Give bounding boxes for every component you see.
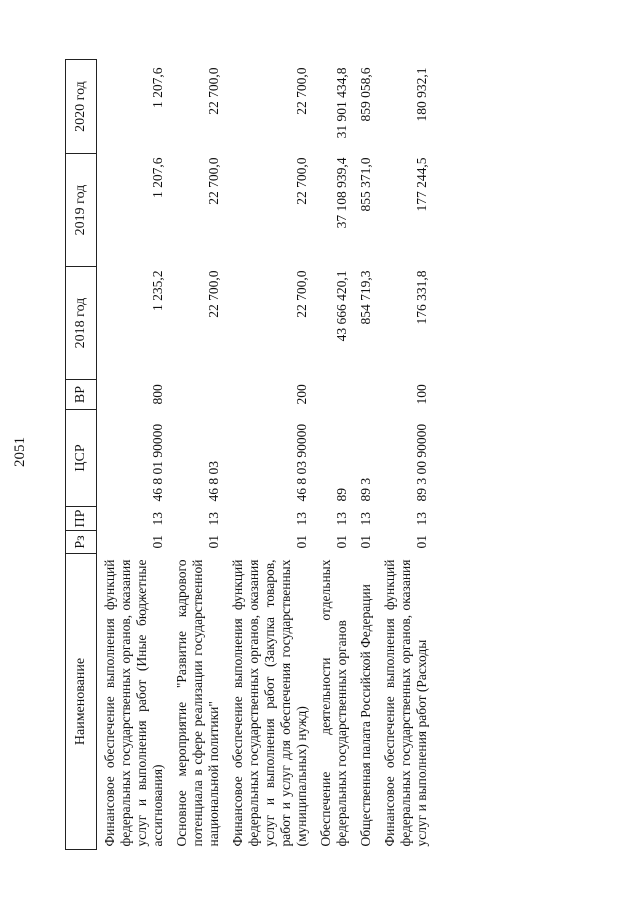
row-pr: 13: [414, 512, 429, 526]
row-2020: 859 058,6: [358, 67, 373, 122]
header-vr: ВР: [66, 380, 97, 410]
row-vr: [353, 380, 377, 410]
table-row: [225, 60, 313, 850]
row-2018: 1 235,2: [150, 270, 165, 311]
page-number: 2051: [12, 437, 28, 467]
row-csr: 89: [334, 488, 349, 502]
row-2020: 180 932,1: [414, 67, 429, 122]
row-vr: [169, 380, 225, 410]
row-csr: 89 3: [358, 477, 373, 502]
header-csr: ЦСР: [66, 410, 97, 507]
row-vr: 800: [150, 384, 165, 405]
row-csr: 46 8 03 90000: [294, 423, 309, 502]
row-name: Финансовое обеспечение выполнения функций федеральных государственных органов, оказания услуг и выполнения работ (Расходы: [382, 559, 429, 847]
table-row: [97, 60, 170, 850]
row-2018: 854 719,3: [358, 270, 373, 325]
row-2019: 22 700,0: [294, 157, 309, 205]
header-rz: Рз: [66, 531, 97, 554]
row-2018: 43 666 420,1: [334, 270, 349, 342]
row-2019: 37 108 939,4: [334, 157, 349, 229]
row-2019: 22 700,0: [206, 157, 221, 205]
row-rz: 01: [294, 535, 309, 549]
row-2018: 22 700,0: [294, 270, 309, 318]
row-2019: 177 244,5: [414, 157, 429, 212]
row-name: Основное мероприятие "Развитие кадрового потенциала в сфере реализации государственной национальной политики": [174, 559, 221, 847]
row-pr: 13: [294, 512, 309, 526]
table-header-row: [66, 60, 97, 850]
table-row: [377, 60, 430, 850]
table-row: [353, 60, 377, 850]
table-row: [313, 60, 353, 850]
row-rz: 01: [414, 535, 429, 549]
row-name: Финансовое обеспечение выполнения функций федеральных государственных органов, оказания услуг и выполнения работ (Иные бюджетные ассигнования): [102, 559, 165, 847]
row-2018: 22 700,0: [206, 270, 221, 318]
row-2020: 31 901 434,8: [334, 67, 349, 139]
row-name: Общественная палата Российской Федерации: [358, 584, 373, 847]
row-csr: 46 8 01 90000: [150, 423, 165, 502]
row-2020: 22 700,0: [206, 67, 221, 115]
budget-table: [65, 59, 430, 850]
row-name: Финансовое обеспечение выполнения функций федеральных государственных органов, оказания услуг и выполнения работ (Закупка товаров, работ и услуг для обеспечения государственных (муниципальных) нужд): [230, 559, 309, 847]
row-vr: [313, 380, 353, 410]
row-vr: 200: [294, 384, 309, 405]
row-rz: 01: [358, 535, 373, 549]
row-2020: 1 207,6: [150, 67, 165, 108]
row-pr: 13: [334, 512, 349, 526]
row-2018: 176 331,8: [414, 270, 429, 325]
row-2019: 855 371,0: [358, 157, 373, 212]
row-rz: 01: [150, 535, 165, 549]
row-pr: 13: [206, 512, 221, 526]
row-csr: 89 3 00 90000: [414, 423, 429, 502]
row-csr: 46 8 03: [206, 461, 221, 502]
header-name: Наименование: [66, 554, 97, 850]
header-year-2020: 2020 год: [66, 60, 97, 154]
row-vr: 100: [414, 384, 429, 405]
row-pr: 13: [150, 512, 165, 526]
header-year-2019: 2019 год: [66, 154, 97, 267]
row-rz: 01: [334, 535, 349, 549]
header-pr: ПР: [66, 507, 97, 531]
row-2019: 1 207,6: [150, 157, 165, 198]
header-year-2018: 2018 год: [66, 267, 97, 380]
row-pr: 13: [358, 512, 373, 526]
table-row: [169, 60, 225, 850]
row-rz: 01: [206, 535, 221, 549]
row-name: Обеспечение деятельности отдельных федеральных государственных органов: [318, 559, 349, 847]
row-2020: 22 700,0: [294, 67, 309, 115]
